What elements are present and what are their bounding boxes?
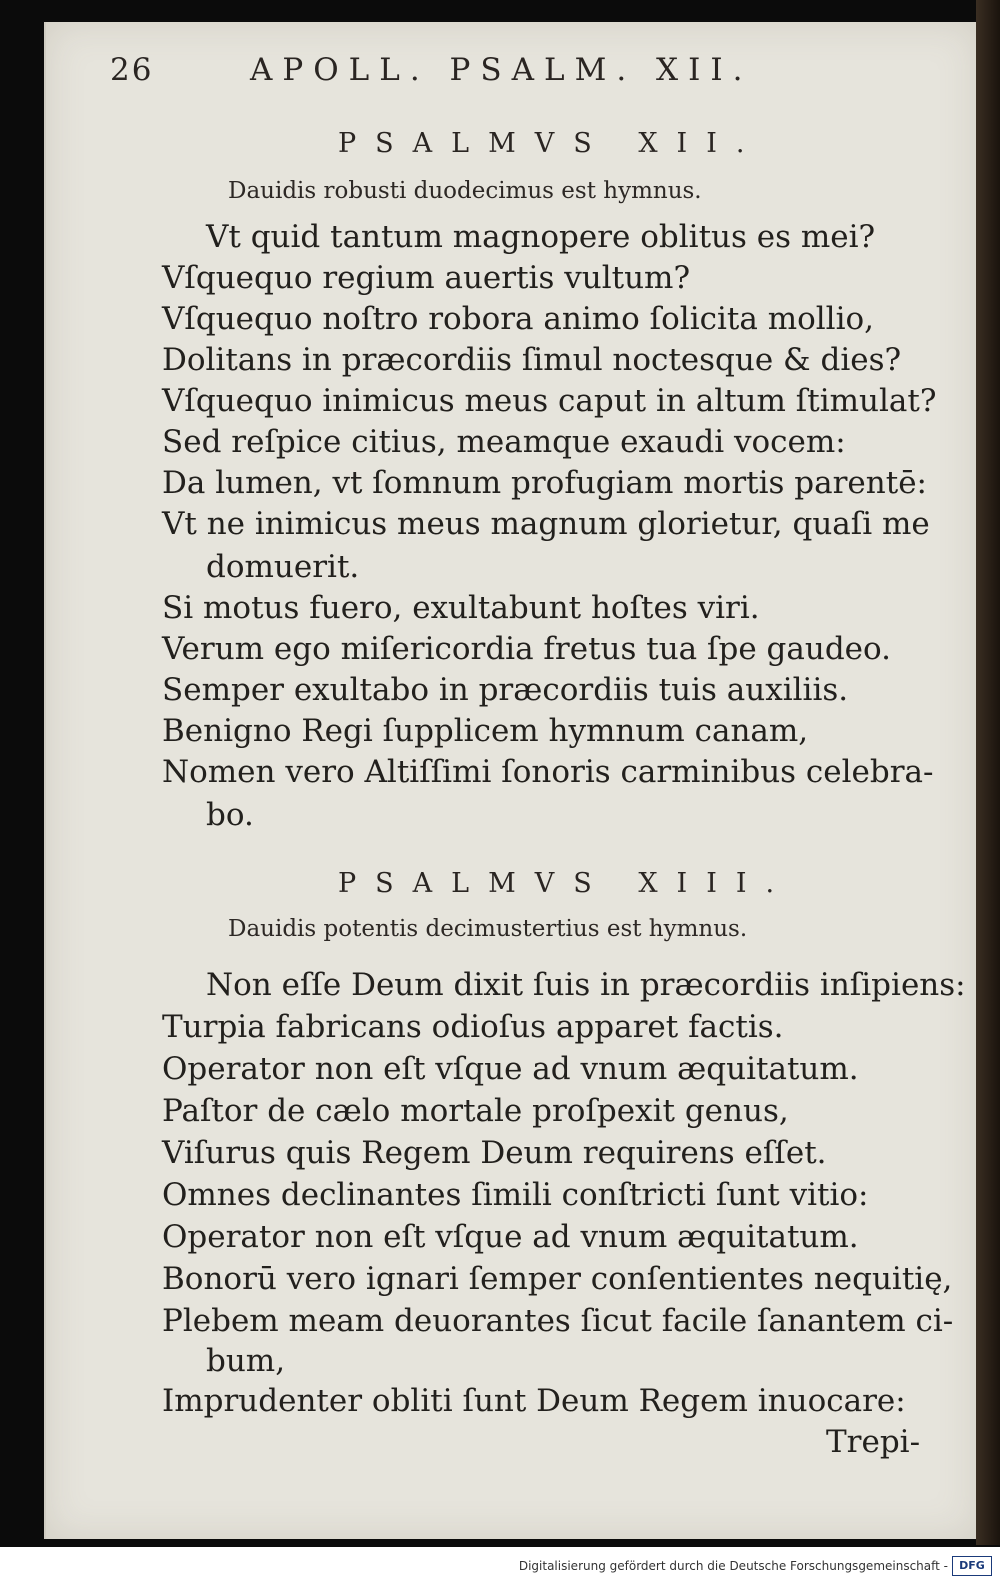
psalm-13-subtitle: Dauidis potentis decimustertius est hymnus. bbox=[228, 916, 748, 942]
verse-line: domuerit. bbox=[206, 549, 360, 585]
psalm-13-heading: PSALMVS XIII. bbox=[338, 868, 794, 899]
verse-line: Benigno Regi ſupplicem hymnum canam, bbox=[162, 713, 809, 749]
verse-line: Vt quid tantum magnopere oblitus es mei? bbox=[206, 219, 876, 255]
verse-line: Semper exultabo in præcordiis tuis auxiliis. bbox=[162, 672, 849, 708]
verse-line: Operator non eſt vſque ad vnum æquitatum. bbox=[162, 1051, 859, 1087]
catchword: Trepi- bbox=[826, 1424, 921, 1460]
verse-line: bum, bbox=[206, 1343, 286, 1379]
verse-line: bo. bbox=[206, 797, 254, 833]
verse-line: Turpia fabricans odioſus apparet factis. bbox=[162, 1009, 784, 1045]
verse-line: Si motus fuero, exultabunt hoſtes viri. bbox=[162, 590, 760, 626]
psalm-12-heading: PSALMVS XII. bbox=[338, 128, 764, 159]
dfg-logo: DFG bbox=[952, 1556, 992, 1576]
verse-line: Nomen vero Altiſſimi ſonoris carminibus celebra- bbox=[162, 754, 934, 790]
verse-line: Verum ego miſericordia fretus tua ſpe gaudeo. bbox=[162, 631, 891, 667]
page-number: 26 bbox=[110, 52, 154, 88]
verse-line: Dolitans in præcordiis ſimul noctesque & dies? bbox=[162, 342, 902, 378]
verse-line: Imprudenter obliti ſunt Deum Regem inuocare: bbox=[162, 1383, 906, 1419]
psalm-12-subtitle: Dauidis robusti duodecimus est hymnus. bbox=[228, 178, 702, 204]
verse-line: Vſquequo noſtro robora animo ſolicita mollio, bbox=[162, 301, 875, 337]
verse-line: Da lumen, vt ſomnum profugiam mortis parentē: bbox=[162, 465, 927, 501]
verse-line: Vt ne inimicus meus magnum glorietur, quaſi me bbox=[162, 506, 930, 542]
verse-line: Bonorū vero ignari ſemper conſentientes nequitię, bbox=[162, 1261, 953, 1297]
page-header bbox=[110, 52, 830, 96]
verse-line: Viſurus quis Regem Deum requirens eſſet. bbox=[162, 1135, 827, 1171]
verse-line: Operator non eſt vſque ad vnum æquitatum. bbox=[162, 1219, 859, 1255]
verse-line: Vſquequo inimicus meus caput in altum ſtimulat? bbox=[162, 383, 937, 419]
page-edge bbox=[976, 0, 1000, 1545]
verse-line: Vſquequo regium auertis vultum? bbox=[162, 260, 691, 296]
verse-line: Omnes declinantes ſimili conſtricti ſunt vitio: bbox=[162, 1177, 869, 1213]
verse-line: Non eſſe Deum dixit ſuis in præcordiis inſipiens: bbox=[206, 967, 966, 1003]
digitization-footer bbox=[0, 1547, 1000, 1585]
verse-line: Plebem meam deuorantes ſicut facile ſanantem ci- bbox=[162, 1303, 954, 1339]
verse-line: Sed reſpice citius, meamque exaudi vocem: bbox=[162, 424, 846, 460]
running-title: APOLL. PSALM. XII. bbox=[250, 52, 753, 88]
verse-line: Paſtor de cælo mortale proſpexit genus, bbox=[162, 1093, 789, 1129]
funding-notice: Digitalisierung gefördert durch die Deutsche Forschungsgemeinschaft - bbox=[518, 1559, 948, 1573]
